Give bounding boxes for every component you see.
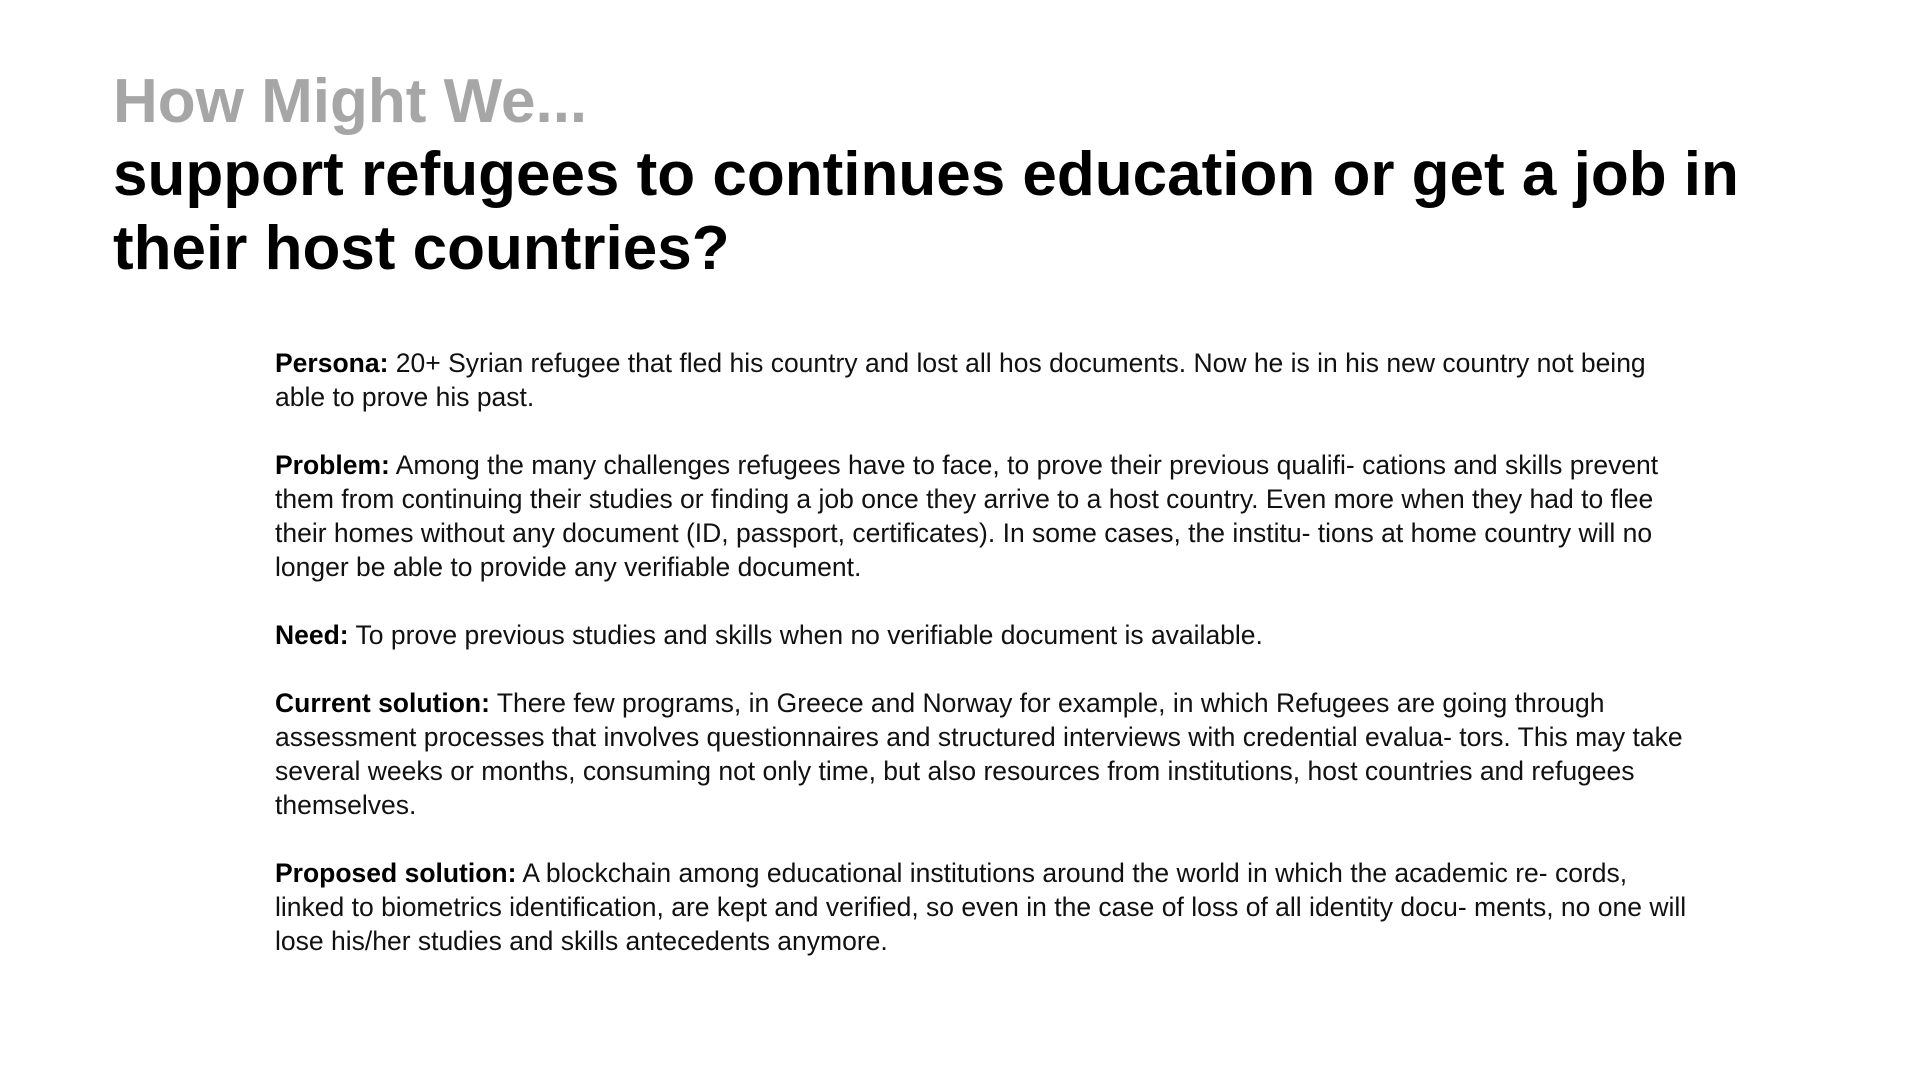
proposed-solution-text: A blockchain among educational institutions around the world in which the academic re- cords, linked to biometrics identification, are kept and verified, so even in the case of loss of all identity docu- ments, no one will lose his/her studies and skills antecedents anymore.	[275, 858, 1687, 956]
problem-label: Problem:	[275, 450, 390, 480]
slide-headline: support refugees to continues education or get a job in their host countries?	[113, 140, 1739, 283]
need-section	[275, 618, 1695, 652]
current-solution-text: There few programs, in Greece and Norway for example, in which Refugees are going through assessment processes that involves questionnaires and structured interviews with credential evalua- tors. This may take several weeks or months, consuming not only time, but also resources from institutions, host countries and refugees themselves.	[275, 688, 1683, 820]
current-solution-label: Current solution:	[275, 688, 490, 718]
persona-text: 20+ Syrian refugee that fled his country and lost all hos documents. Now he is in his new country not being able to prove his past.	[275, 348, 1646, 412]
problem-text: Among the many challenges refugees have to face, to prove their previous qualifi- cations and skills prevent them from continuing their studies or finding a job once they arrive to a host country. Even more when they had to flee their homes without any document (ID, passport, certificates). In some cases, the institu- tions at home country will no longer be able to provide any verifiable document.	[275, 450, 1659, 582]
need-text: To prove previous studies and skills when no verifiable document is available.	[348, 620, 1263, 650]
problem-section	[275, 448, 1695, 584]
proposed-solution-section	[275, 856, 1695, 958]
persona-section	[275, 346, 1695, 414]
slide-kicker: How Might We...	[113, 67, 588, 136]
current-solution-section	[275, 686, 1695, 822]
proposed-solution-label: Proposed solution:	[275, 858, 517, 888]
need-label: Need:	[275, 620, 349, 650]
persona-label: Persona:	[275, 348, 389, 378]
slide-content	[275, 346, 1695, 992]
